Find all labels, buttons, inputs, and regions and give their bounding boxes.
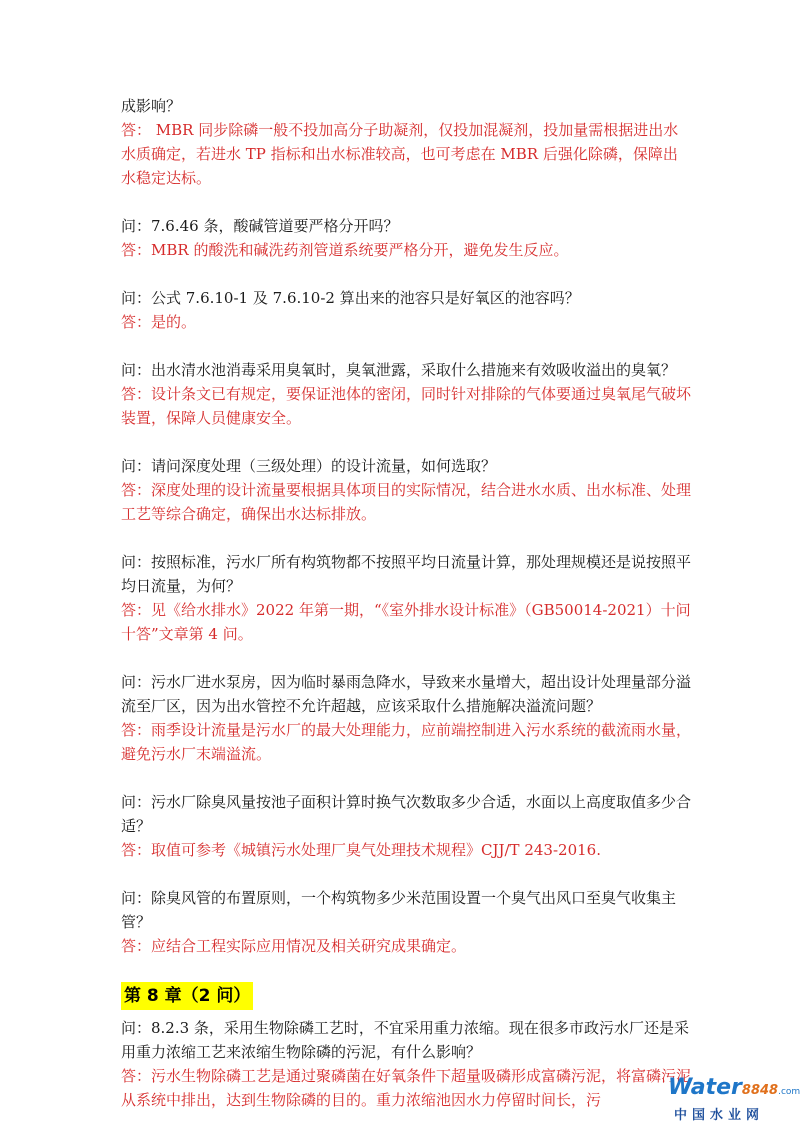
question-text: 问：除臭风管的布置原则，一个构筑物多少米范围设置一个臭气出风口至臭气收集主管？ xyxy=(121,889,677,931)
question-text: 问：出水清水池消毒采用臭氧时，臭氧泄露，采取什么措施来有效吸收溢出的臭氧？ xyxy=(121,361,677,379)
qa-item xyxy=(121,358,691,430)
question-text: 问：污水厂除臭风量按池子面积计算时换气次数取多少合适，水面以上高度取值多少合适？ xyxy=(121,793,692,835)
answer-text: 答：应结合工程实际应用情况及相关研究成果确定。 xyxy=(121,937,467,955)
question-text: 问：按照标准，污水厂所有构筑物都不按照平均日流量计算，那处理规模还是说按照平均日流量，为何？ xyxy=(121,553,692,595)
answer-text: 答：MBR 的酸洗和碱洗药剂管道系统要严格分开，避免发生反应。 xyxy=(121,241,569,259)
logo-number-text: 8848 xyxy=(741,1083,779,1098)
question-text: 问：污水厂进水泵房，因为临时暴雨急降水，导致来水量增大，超出设计处理量部分溢流至厂区，因为出水管控不允许超越，应该采取什么措施解决溢流问题？ xyxy=(121,673,692,715)
answer-text: 答： MBR 同步除磷一般不投加高分子助凝剂，仅投加混凝剂，投加量需根据进出水水质确定，若进水 TP 指标和出水标准较高，也可考虑在 MBR 后强化除磷，保障出水稳定达标。 xyxy=(121,121,679,187)
question-text: 成影响？ xyxy=(121,97,182,115)
question-text: 问：请问深度处理（三级处理）的设计流量，如何选取？ xyxy=(121,457,497,475)
water8848-logo xyxy=(668,1075,800,1124)
answer-text: 答：是的。 xyxy=(121,313,197,331)
qa-item xyxy=(121,1016,691,1112)
chapter-heading-wrap xyxy=(121,982,691,1010)
qa-item xyxy=(121,94,691,190)
logo-wordmark xyxy=(668,1076,800,1104)
qa-item xyxy=(121,670,691,766)
answer-text: 答：见《给水排水》2022 年第一期，“《室外排水设计标准》（GB50014-2021）十问十答”文章第 4 问。 xyxy=(121,601,691,643)
qa-item xyxy=(121,790,691,862)
question-text: 问：公式 7.6.10-1 及 7.6.10-2 算出来的池容只是好氧区的池容吗？ xyxy=(121,289,580,307)
answer-text: 答：污水生物除磷工艺是通过聚磷菌在好氧条件下超量吸磷形成富磷污泥，将富磷污泥从系统中排出，达到生物除磷的目的。重力浓缩池因水力停留时间长，污 xyxy=(121,1067,692,1109)
qa-item xyxy=(121,286,691,334)
qa-item xyxy=(121,454,691,526)
question-text: 问：7.6.46 条，酸碱管道要严格分开吗？ xyxy=(121,217,399,235)
answer-text: 答：深度处理的设计流量要根据具体项目的实际情况，结合进水水质、出水标准、处理工艺等综合确定，确保出水达标排放。 xyxy=(121,481,692,523)
logo-chinese-text: 中国水业网 xyxy=(674,1108,765,1123)
answer-text: 答：取值可参考《城镇污水处理厂臭气处理技术规程》CJJ/T 243-2016. xyxy=(121,841,601,859)
qa-item xyxy=(121,886,691,958)
answer-text: 答：设计条文已有规定，要保证池体的密闭，同时针对排除的气体要通过臭氧尾气破坏装置，保障人员健康安全。 xyxy=(121,385,692,427)
question-text: 问：8.2.3 条，采用生物除磷工艺时，不宜采用重力浓缩。现在很多市政污水厂还是采用重力浓缩工艺来浓缩生物除磷的污泥，有什么影响？ xyxy=(121,1019,689,1061)
qa-item xyxy=(121,550,691,646)
logo-domain-text: .com xyxy=(778,1087,800,1097)
chapter-heading: 第 8 章（2 问） xyxy=(121,982,253,1010)
logo-main-text: Water xyxy=(668,1075,742,1100)
answer-text: 答：雨季设计流量是污水厂的最大处理能力，应前端控制进入污水系统的截流雨水量，避免污水厂末端溢流。 xyxy=(121,721,692,763)
qa-item xyxy=(121,214,691,262)
document-body xyxy=(121,94,691,1136)
